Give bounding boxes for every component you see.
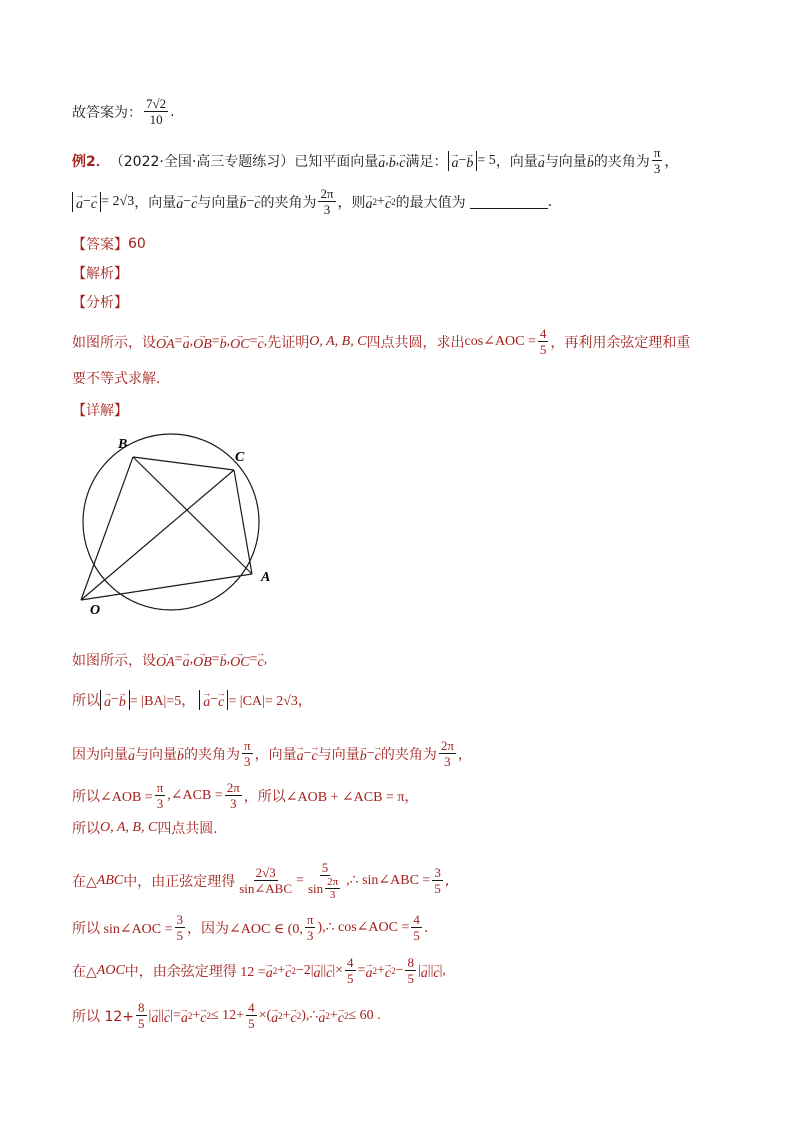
answer-label: 【答案】	[72, 237, 128, 253]
step-9: 所以 12+ $\frac{8}{5}$ | → a || → c |= → a 2 + → c 2 ≤ 12+ $\frac{4}{5}$ ×( → a 2 + → c 2 ),∴ → a 2 + → c 2 ≤ 60 .	[72, 1000, 381, 1031]
fenxi-text-1: 如图所示，设 → OA = → a , → OB = → b , → OC = → c , 先证明 O, A, B, C 四点共圆，求出 cos∠AOC = $\frac{4}{5}$ ，再利用余弦定理和重	[72, 326, 690, 357]
abs-a-minus-c: → a − → c	[72, 192, 101, 212]
circle-diagram	[72, 428, 282, 628]
step-3: 因为向量 → a 与向量 → b 的夹角为 $\frac{\pi}{3}$ ，向量 → a − → c 与向量 → b − → c 的夹角为 $\frac{2\pi}{3}$ ，	[72, 738, 472, 769]
step-4: 所以∠AOB = $\frac{\pi}{3}$ ,∠ACB = $\frac{2\pi}{3}$ ，所以∠AOB + ∠ACB = π，	[72, 780, 419, 811]
example-line-2: → a − → c = 2√3 ，向量 → a − → c 与向量 → b − → c 的夹角为 $\frac{2\pi}{3}$ ，则 → a 2 + → c 2 的最大值为 .	[72, 186, 552, 217]
answer-line	[72, 234, 146, 254]
step-8: 在△ AOC 中，由余弦定理得 12 = → a 2 + → c 2 −2| → a || → c |× $\frac{4}{5}$ = → a 2 + → c 2 − $\frac{8}{5}$ | → a || → c |,	[72, 955, 446, 986]
answer-value: 60	[128, 236, 146, 252]
xiangjie-line	[72, 400, 128, 420]
jiexi-label: 【解析】	[72, 266, 128, 282]
fenxi-label: 【分析】	[72, 295, 128, 311]
fenxi-line	[72, 292, 128, 312]
prev-answer-label: 故答案为：	[72, 104, 142, 121]
prev-answer-fraction: $\frac{7√2}{10}$	[146, 96, 167, 127]
label-C: C	[235, 450, 245, 465]
label-B: B	[118, 437, 128, 452]
answer-blank	[470, 194, 548, 209]
step-7: 所以 sin∠AOC = $\frac{3}{5}$ ，因为∠AOC ∈ (0, $\frac{\pi}{3}$ ),∴ cos∠AOC = $\frac{4}{5}$ .	[72, 912, 429, 943]
label-A: A	[261, 570, 271, 585]
segment-BC	[133, 457, 234, 470]
example-line-1: 例2． （2022·全国·高三专题练习） 已知平面向量 → a , → b , → c 满足： → a − → b = 5 ，向量 → a 与向量 → b 的夹角为 $\frac{\pi}{3}$ ，	[72, 145, 678, 176]
fenxi-text-2: 要不等式求解.	[72, 371, 161, 387]
prev-answer-line: 故答案为： $\frac{7√2}{10}$ .	[72, 96, 175, 127]
jiexi-line	[72, 263, 128, 283]
abs-a-minus-b: → a − → b	[448, 151, 478, 171]
step-5: 所以 O, A, B, C 四点共圆.	[72, 820, 218, 837]
step-1: 如图所示，设 → OA = → a , → OB = → b , → OC = → c ,	[72, 650, 267, 670]
xiangjie-label: 【详解】	[72, 403, 128, 419]
angle1-fraction: $\frac{\pi}{3}$	[653, 145, 661, 176]
angle2-fraction: $\frac{2\pi}{3}$	[320, 186, 334, 217]
example-source: （2022·全国·高三专题练习）	[109, 153, 295, 170]
label-O: O	[90, 603, 101, 618]
step-2: 所以 → a − → b = |BA|=5， → a − → c = |CA|= 2√3，	[72, 690, 312, 710]
example-label: 例2．	[72, 153, 110, 170]
step-6: 在△ ABC 中，由正弦定理得 $\frac{2√3}{\text{sin∠ABC}}$ = 5 sin $\frac{2\pi}{3}$ ,∴ sin∠ABC = $\frac{3}{5}$ ,	[72, 860, 450, 901]
segment-BA	[133, 457, 252, 574]
